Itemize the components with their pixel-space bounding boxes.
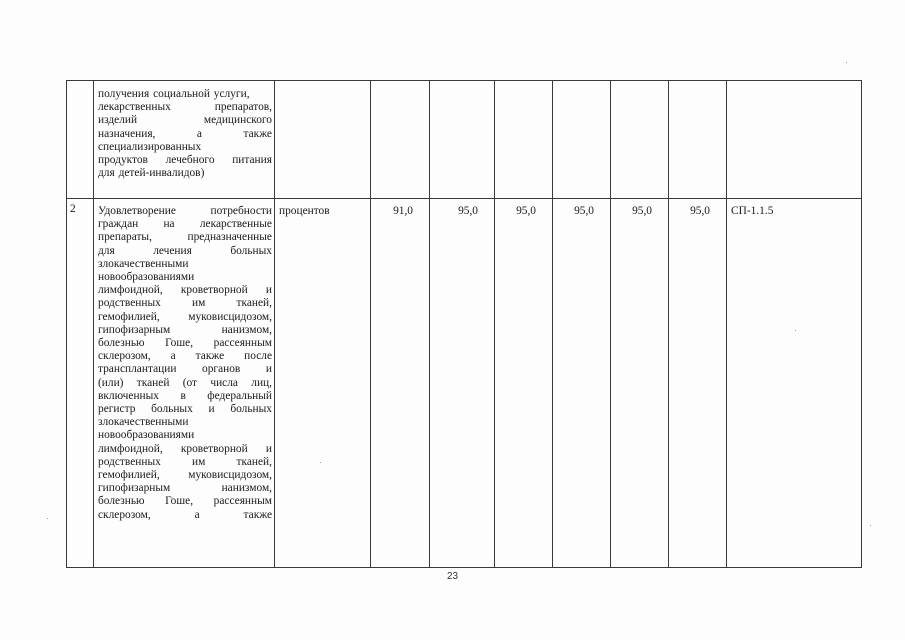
page-number: 23 — [446, 571, 459, 582]
table-row — [67, 81, 862, 199]
description-line: граждан на лекарственные — [98, 218, 272, 231]
row-number-cell: 2 — [67, 199, 94, 568]
description-line: гемофилией, муковисцидозом, — [98, 310, 272, 323]
value-cell: 95,0 — [495, 199, 553, 568]
value-cell — [430, 81, 495, 199]
description-line: болезнью Гоше, рассеянным — [98, 337, 272, 350]
description-line: новообразованиями — [98, 271, 195, 284]
scan-speck — [47, 518, 48, 519]
description-line: новообразованиями — [98, 429, 195, 442]
description-line: изделий медицинского — [98, 114, 272, 127]
description-line: для детей-инвалидов) — [98, 167, 205, 180]
description-line: назначения, а также — [98, 127, 272, 140]
description-line: склерозом, а также — [98, 508, 272, 521]
unit-cell — [275, 81, 371, 199]
indicator-description-cell — [94, 199, 275, 568]
program-code-cell — [727, 81, 862, 199]
scan-speck — [320, 462, 321, 463]
unit-cell: процентов — [275, 199, 371, 568]
value-cell — [371, 81, 430, 199]
value-cell — [669, 81, 727, 199]
scan-speck — [795, 330, 796, 331]
description-line: родственных им тканей, — [98, 297, 272, 310]
value-cell: 95,0 — [669, 199, 727, 568]
value-cell: 95,0 — [430, 199, 495, 568]
description-line: для лечения больных — [98, 244, 272, 257]
description-line: гипофизарным нанизмом, — [98, 323, 272, 336]
description-line: препараты, предназначенные — [98, 231, 272, 244]
description-line: (или) тканей (от числа лиц, — [98, 376, 272, 389]
value-cell — [611, 81, 669, 199]
value-cell: 91,0 — [371, 199, 430, 568]
description-line: лекарственных препаратов, — [98, 101, 272, 114]
description-line: трансплантации органов и — [98, 363, 272, 376]
indicator-description-cell — [94, 81, 275, 199]
table-row — [67, 199, 862, 568]
description-line: лимфоидной, кроветворной и — [98, 284, 272, 297]
row-number-cell — [67, 81, 94, 199]
description-line: гемофилией, муковисцидозом, — [98, 469, 272, 482]
description-line: злокачественными — [98, 416, 189, 429]
value-cell: 95,0 — [611, 199, 669, 568]
description-line: Удовлетворение потребности — [98, 205, 272, 217]
scan-speck — [846, 62, 847, 63]
description-line: лимфоидной, кроветворной и — [98, 442, 272, 455]
description-line: злокачественными — [98, 257, 189, 270]
description-line: регистр больных и больных — [98, 403, 272, 416]
scan-speck — [870, 525, 871, 526]
program-code-cell: СП-1.1.5 — [727, 199, 862, 568]
description-line: гипофизарным нанизмом, — [98, 482, 272, 495]
description-line: включенных в федеральный — [98, 389, 272, 402]
description-line: родственных им тканей, — [98, 455, 272, 468]
value-cell — [495, 81, 553, 199]
description-line: склерозом, а также после — [98, 350, 272, 363]
description-line: продуктов лечебного питания — [98, 154, 272, 167]
description-line: специализированных — [98, 140, 202, 153]
value-cell — [553, 81, 611, 199]
indicator-table — [66, 80, 862, 568]
description-line: болезнью Гоше, рассеянным — [98, 495, 272, 508]
description-line: получения социальной услуги, — [98, 88, 250, 100]
value-cell: 95,0 — [553, 199, 611, 568]
